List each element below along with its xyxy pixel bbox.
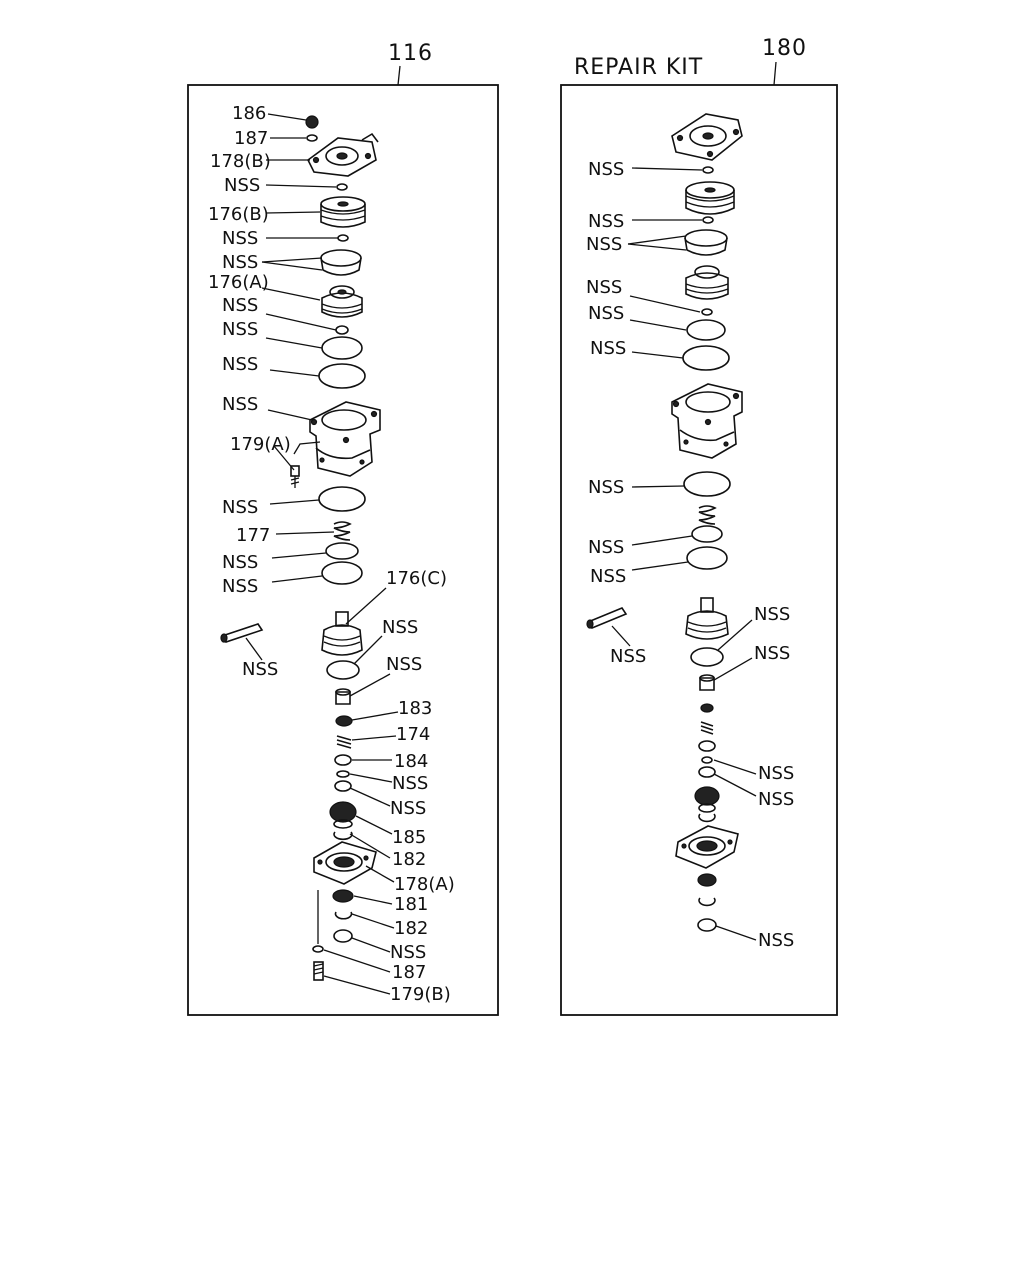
label-184: 184: [394, 751, 429, 772]
label-nss: NSS: [390, 942, 427, 963]
kit-label-nss: NSS: [588, 211, 625, 232]
kit-label-nss: NSS: [586, 234, 623, 255]
label-187: 187: [234, 128, 269, 149]
label-nss: NSS: [222, 497, 259, 518]
part-spring-177: [334, 522, 350, 540]
kit-part-piston: [686, 182, 734, 214]
label-nss: NSS: [222, 228, 259, 249]
label-nss: NSS: [222, 354, 259, 375]
part-washer-187: [313, 946, 323, 952]
label-nss: NSS: [224, 175, 261, 196]
label-nss: NSS: [390, 798, 427, 819]
kit-part-spring: [701, 722, 713, 734]
part-screw-179a: [291, 466, 299, 488]
kit-part-clip: [699, 814, 715, 821]
part-cover-178b: [308, 134, 378, 176]
kit-part-valve: [695, 787, 719, 812]
part-piston-176b: [321, 197, 365, 227]
kit-part-plug: [700, 675, 714, 690]
assembly-panel: [188, 41, 498, 1015]
part-ring: [338, 235, 348, 241]
label-179b: 179(B): [390, 984, 451, 1005]
kit-part-ring: [703, 217, 713, 223]
kit-part-ring: [692, 526, 722, 542]
part-ring: [337, 771, 349, 777]
part-o-ring: [319, 487, 365, 511]
kit-part-cover: [672, 114, 742, 160]
part-washer-187: [307, 135, 317, 141]
kit-part-ring: [699, 767, 715, 777]
part-nut-186: [306, 116, 318, 128]
label-nss: NSS: [242, 659, 279, 680]
label-nss: NSS: [386, 654, 423, 675]
kit-part-cover: [676, 826, 738, 868]
repair-kit-title: REPAIR KIT: [574, 55, 704, 80]
label-nss: NSS: [222, 295, 259, 316]
kit-label-nss: NSS: [588, 537, 625, 558]
part-valve-185: [330, 802, 356, 828]
kit-part-ring: [702, 757, 712, 763]
part-piston-176c: [322, 612, 362, 655]
part-o-ring: [319, 364, 365, 388]
kit-label-nss: NSS: [590, 566, 627, 587]
kit-label-nss: NSS: [754, 604, 791, 625]
kit-part-spring: [699, 506, 715, 524]
kit-leader-lines: [612, 168, 756, 940]
repair-kit-number: 180: [762, 36, 807, 61]
label-181: 181: [394, 894, 429, 915]
label-185: 185: [392, 827, 427, 848]
part-washer-184: [335, 755, 351, 765]
repair-kit-panel: [561, 36, 837, 1015]
label-186: 186: [232, 103, 267, 124]
kit-label-nss: NSS: [610, 646, 647, 667]
kit-part-washer: [699, 741, 715, 751]
label-177: 177: [236, 525, 271, 546]
label-176c: 176(C): [386, 568, 447, 589]
label-176b: 176(B): [208, 204, 269, 225]
label-nss: NSS: [222, 319, 259, 340]
kit-label-nss: NSS: [758, 930, 795, 951]
kit-label-nss: NSS: [588, 477, 625, 498]
part-clip-182: [334, 832, 352, 839]
kit-label-nss: NSS: [758, 789, 795, 810]
kit-part-pin: [587, 608, 626, 628]
part-cup: [321, 250, 361, 275]
part-washer: [334, 930, 352, 942]
repair-kit-labels: [586, 159, 794, 951]
kit-part-o-ring: [684, 472, 730, 496]
label-nss: NSS: [382, 617, 419, 638]
kit-part-cup: [685, 230, 727, 255]
label-nss: NSS: [222, 576, 259, 597]
label-nss: NSS: [222, 252, 259, 273]
label-174: 174: [396, 724, 431, 745]
label-179a: 179(A): [230, 434, 291, 455]
part-piston-176a: [322, 286, 362, 317]
part-plug: [336, 689, 350, 704]
label-176a: 176(A): [208, 272, 269, 293]
part-pin: [221, 624, 262, 642]
part-cover-178a: [314, 842, 376, 884]
assembly-number: 116: [388, 41, 433, 66]
label-nss: NSS: [222, 552, 259, 573]
label-nss: NSS: [392, 773, 429, 794]
part-washer-181: [333, 890, 353, 902]
label-182: 182: [394, 918, 429, 939]
kit-part-o-ring: [691, 648, 723, 666]
part-ring: [326, 543, 358, 559]
kit-part-o-ring: [687, 547, 727, 569]
part-ring: [335, 781, 351, 791]
kit-label-nss: NSS: [588, 303, 625, 324]
kit-part-o-ring: [683, 346, 729, 370]
kit-part-piston: [686, 598, 728, 639]
kit-label-nss: NSS: [590, 338, 627, 359]
label-182: 182: [392, 849, 427, 870]
kit-part-seal: [701, 704, 713, 712]
kit-label-nss: NSS: [758, 763, 795, 784]
label-nss: NSS: [222, 394, 259, 415]
part-screw-179b: [314, 890, 323, 980]
kit-label-nss: NSS: [588, 159, 625, 180]
part-o-ring: [322, 337, 362, 359]
kit-label-nss: NSS: [586, 277, 623, 298]
label-178b: 178(B): [210, 151, 271, 172]
part-clip-182: [335, 912, 351, 919]
kit-part-o-ring: [687, 320, 725, 340]
kit-part-housing: [672, 384, 742, 458]
kit-part-washer: [698, 874, 716, 886]
kit-part-piston: [686, 266, 728, 299]
part-spring-174: [337, 736, 351, 748]
kit-part-washer: [698, 919, 716, 931]
part-o-ring: [322, 562, 362, 584]
kit-part-ring: [702, 309, 712, 315]
part-housing: [310, 402, 380, 476]
part-ring: [337, 184, 347, 190]
kit-label-nss: NSS: [754, 643, 791, 664]
label-187: 187: [392, 962, 427, 983]
kit-part-ring: [703, 167, 713, 173]
label-178a: 178(A): [394, 874, 455, 895]
kit-part-clip: [699, 898, 715, 905]
label-183: 183: [398, 698, 433, 719]
part-seal-183: [336, 716, 352, 726]
part-ring: [336, 326, 348, 334]
